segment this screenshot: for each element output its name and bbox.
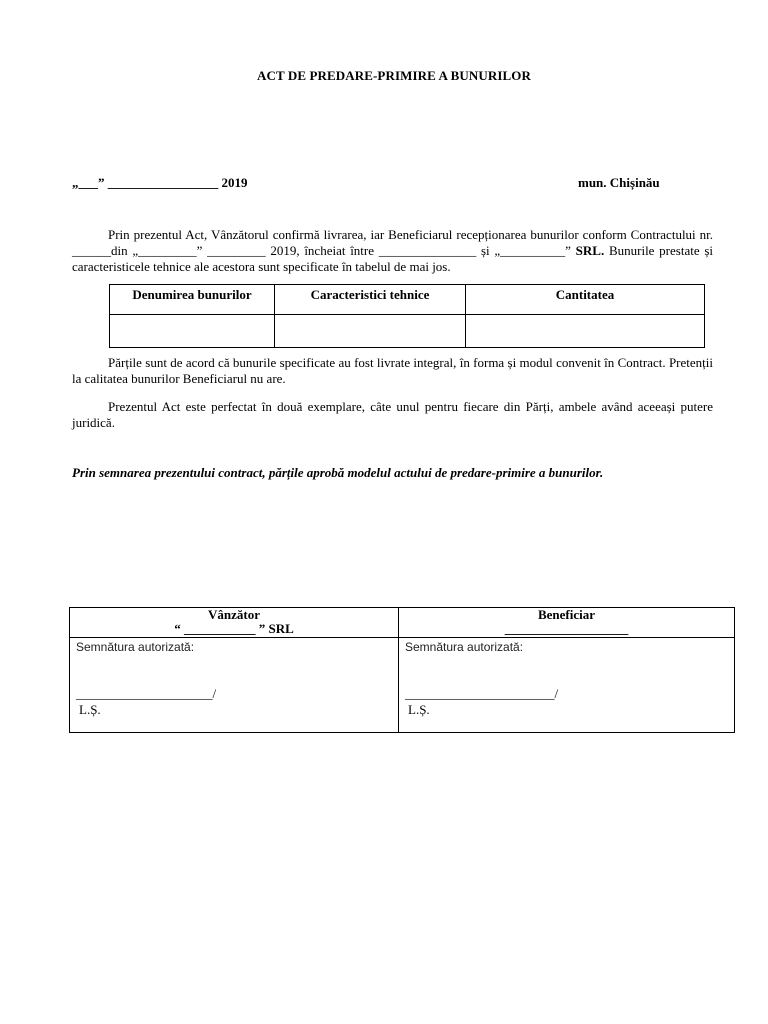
- seller-head: [70, 608, 399, 638]
- copies-paragraph: [72, 399, 713, 431]
- buyer-head: [399, 608, 735, 638]
- seller-stamp-label: L.Ș.: [79, 702, 101, 717]
- approval-statement: Prin semnarea prezentului contract, părțile aprobă modelul actului de predare-primire a bunurilor.: [72, 465, 604, 480]
- buyer-signature-cell: [399, 638, 735, 733]
- seller-signature-line: _____________________/: [76, 686, 217, 701]
- seller-title: Vânzător: [208, 607, 260, 622]
- header-technical-specs: Caracteristici tehnice: [275, 285, 466, 315]
- seller-name-line: “ ___________ ” SRL: [174, 621, 294, 636]
- buyer-title: Beneficiar: [537, 607, 596, 622]
- intro-paragraph: [72, 227, 713, 275]
- copies-text: Prezentul Act este perfectat în două exemplare, câte unul pentru fiecare din Părți, ambele având aceeași putere juridică.: [72, 399, 713, 430]
- cell-goods-name: [110, 315, 275, 348]
- delivery-paragraph: [72, 355, 713, 387]
- intro-rest: Bunurile prestate și caracteristicele tehnice ale acestora sunt specificate în tabelul de mai jos.: [72, 243, 714, 274]
- buyer-signature-line: _______________________/: [405, 686, 559, 701]
- seller-signature-label: Semnătura autorizată:: [76, 640, 195, 654]
- buyer-signature-label: Semnătura autorizată:: [405, 640, 524, 654]
- cell-technical-specs: [275, 315, 466, 348]
- signature-table: [69, 607, 735, 733]
- seller-signature-cell: [70, 638, 399, 733]
- delivery-text: Părțile sunt de acord că bunurile specificate au fost livrate integral, în forma și modul convenit în Contract. Pretenții la calitatea bunurilor Beneficiarul nu are.: [72, 355, 713, 386]
- intro-srl: SRL.: [575, 243, 605, 258]
- signature-body-row: [70, 638, 735, 733]
- goods-table-header: [110, 285, 705, 315]
- intro-text: Prin prezentul Act, Vânzătorul confirmă livrarea, iar Beneficiarul recepționarea bunurilor conform Contractului nr. ______din „_________” _________ 2019, încheiat între _______________ și „__________”: [72, 227, 713, 258]
- buyer-name-line: ___________________: [504, 621, 629, 636]
- document-title: ACT DE PREDARE-PRIMIRE A BUNURILOR: [256, 68, 532, 83]
- buyer-stamp-label: L.Ș.: [408, 702, 430, 717]
- table-row: [110, 315, 705, 348]
- cell-quantity: [466, 315, 705, 348]
- signature-head-row: [70, 608, 735, 638]
- goods-table: [109, 284, 705, 348]
- header-goods-name: Denumirea bunurilor: [110, 285, 275, 315]
- date-line: „___” _________________ 2019: [72, 175, 248, 190]
- header-quantity: Cantitatea: [466, 285, 705, 315]
- city-label: mun. Chișinău: [578, 175, 660, 190]
